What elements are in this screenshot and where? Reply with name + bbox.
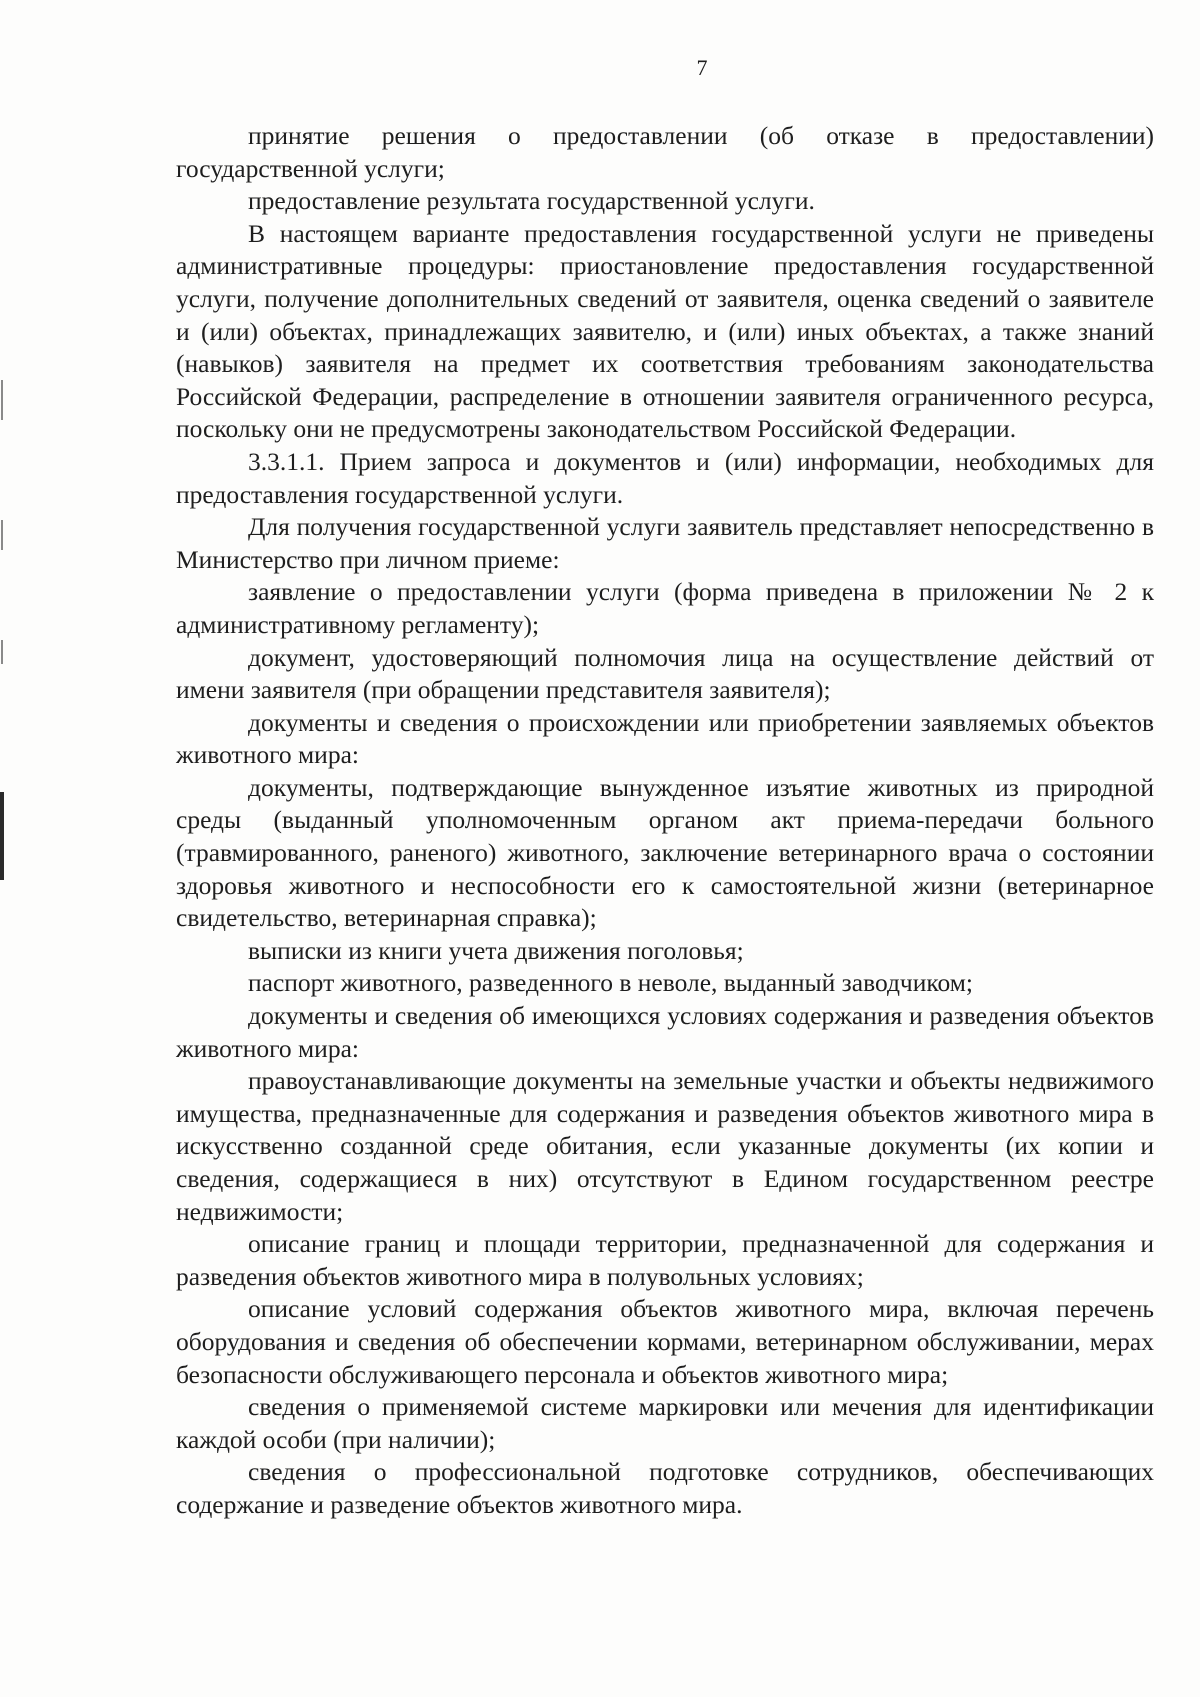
paragraph: документ, удостоверяющий полномочия лица на осуществление действий от имени заявителя (при обращении представителя заявителя); [176,642,1154,705]
paragraph: документы и сведения об имеющихся условиях содержания и разведения объектов животного мира: [176,1001,1154,1063]
paragraph: документы, подтверждающие вынужденное изъятие животных из природной среды (выданный уполномоченным органом акт приема-передачи больного (травмированного, раненого) животного, заключение ветеринарного врача о состоянии здоровья животного и неспособности его к самостоятельной жизни (ветеринарное свидетельство, ветеринарная справка); [176,772,1154,933]
scan-edge-mark [0,792,4,880]
scan-edge-dots [1,520,3,550]
paragraph: описание условий содержания объектов животного мира, включая перечень оборудования и сведения об обеспечении кормами, ветеринарном обслуживании, мерах безопасности обслуживающего персонала и объектов животного мира; [176,1294,1154,1389]
scan-edge-dots [1,380,3,420]
paragraph: принятие решения о предоставлении (об отказе в предоставлении) государственной услуги; [176,121,1154,183]
paragraph: Для получения государственной услуги заявитель представляет непосредственно в Министерство при личном приеме: [176,512,1154,574]
scan-edge-dots [1,640,3,664]
page-number: 7 [696,55,708,80]
paragraph: заявление о предоставлении услуги (форма приведена в приложении № 2 к административному регламенту); [176,577,1154,639]
paragraph: сведения о применяемой системе маркировки или мечения для идентификации каждой особи (при наличии); [176,1392,1154,1454]
paragraph: предоставление результата государственной услуги. [248,186,815,216]
document-body [176,120,1154,1522]
paragraph: правоустанавливающие документы на земельные участки и объекты недвижимого имущества, предназначенные для содержания и разведения объектов животного мира в искусственно созданной среде обитания, если указанные документы (их копии и сведения, содержащиеся в них) отсутствуют в Едином государственном реестре недвижимости; [176,1066,1154,1226]
paragraph: выписки из книги учета движения поголовья; [248,935,744,965]
paragraph: документы и сведения о происхождении или приобретении заявляемых объектов животного мира: [176,707,1154,770]
paragraph: описание границ и площади территории, предназначенной для содержания и разведения объектов животного мира в полувольных условиях; [176,1229,1154,1291]
paragraph: В настоящем варианте предоставления государственной услуги не приведены административные процедуры: приостановление предоставления государственной услуги, получение дополнительных сведений от заявителя, оценка сведений о заявителе и (или) объектах, принадлежащих заявителю, и (или) иных объектах, а также знаний (навыков) заявителя на предмет их соответствия требованиям законодательства Российской Федерации, распределение в отношении заявителя ограниченного ресурса, поскольку они не предусмотрены законодательством Российской Федерации. [176,218,1154,444]
paragraph: сведения о профессиональной подготовке сотрудников, обеспечивающих содержание и разведение объектов животного мира. [176,1457,1154,1519]
paragraph: 3.3.1.1. Прием запроса и документов и (или) информации, необходимых для предоставления государственной услуги. [176,446,1154,509]
paragraph: паспорт животного, разведенного в неволе, выданный заводчиком; [248,968,973,998]
